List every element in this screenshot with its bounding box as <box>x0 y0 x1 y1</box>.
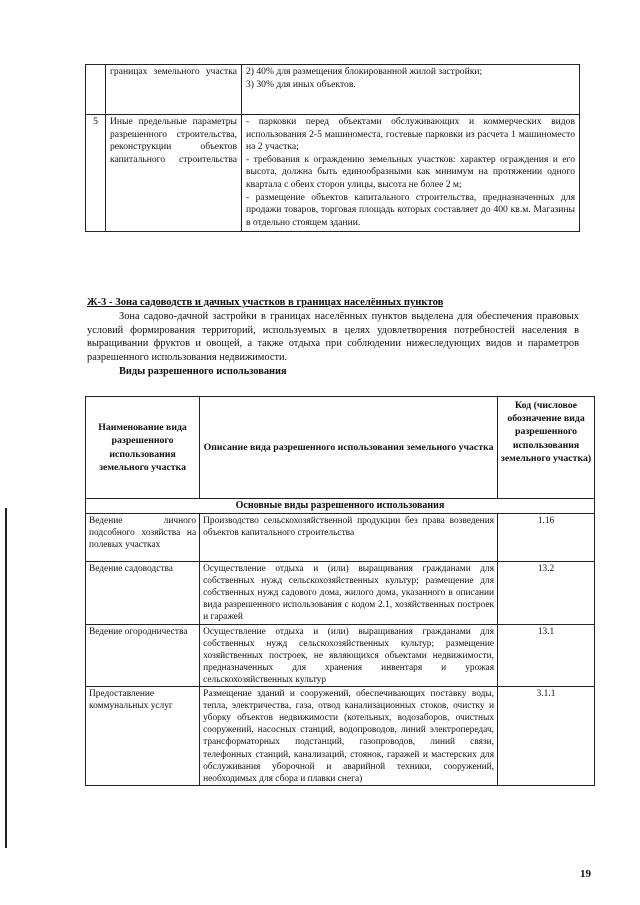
usage-code-cell: 1.16 <box>498 514 595 562</box>
table-row <box>86 687 595 786</box>
usage-code-cell: 3.1.1 <box>498 687 595 786</box>
table-band-row <box>86 499 595 514</box>
zone-section <box>87 296 579 378</box>
param-value-cell <box>242 65 580 115</box>
usage-name-cell: Ведение садоводства <box>86 562 200 624</box>
usage-description-cell: Производство сельскохозяйственной продукции без права возведения объектов капитального строительства <box>200 514 498 562</box>
usage-name-cell: Ведение огородничества <box>86 624 200 686</box>
header-usage-description: Описание вида разрешенного использования земельного участка <box>200 397 498 499</box>
zone-description: Зона садово-дачной застройки в границах населённых пунктов выделена для обеспечения правовых условий формирования территорий, используемых в целях удовлетворения потребностей населения в выращивании фруктов и овощей, а также отдыха при соблюдении нижеследующих видов и параметров разрешенного использования недвижимости. <box>87 311 579 363</box>
header-usage-code: Код (числовое обозначение вида разрешенного использования земельного участка) <box>498 397 595 499</box>
parameters-table <box>85 64 580 232</box>
page-number: 19 <box>580 868 591 880</box>
table-row <box>86 562 595 624</box>
usage-name-cell: Ведение личного подсобного хозяйства на полевых участках <box>86 514 200 562</box>
param-value-line: - размещение объектов капитального строительства, предназначенных для продажи товаров, торговая площадь которых составляет до 400 кв.м. Магазины в отдельно стоящем здании. <box>246 191 575 228</box>
param-value-line: - парковки перед объектами обслуживающих и коммерческих видов использования 2-5 машиноместа, гостевые парковки из расчета 1 машиноместо на 2 участка; <box>246 116 575 153</box>
table-row <box>86 115 580 232</box>
usage-description-cell: Осуществление отдыха и (или) выращивания гражданами для собственных нужд сельскохозяйственных культур; размещение для собственных нужд садового дома, жилого дома, указанного в описании вида разрешенного использования с кодом 2.1, хозяйственных построек и гаражей <box>200 562 498 624</box>
table-row <box>86 514 595 562</box>
param-value-line: 3) 30% для иных объектов. <box>246 78 356 90</box>
table-row <box>86 65 580 115</box>
param-value-line: 2) 40% для размещения блокированной жилой застройки; <box>246 66 483 77</box>
param-name-cell: Иные предельные параметры разрешенного строительства, реконструкции объектов капитального строительства <box>106 115 242 232</box>
usage-types-heading: Виды разрешенного использования <box>119 366 287 378</box>
usage-code-cell: 13.1 <box>498 624 595 686</box>
usage-name-cell: Предоставление коммунальных услуг <box>86 687 200 786</box>
table-header-row <box>86 397 595 499</box>
scan-edge-mark <box>5 508 7 848</box>
usage-code-cell: 13.2 <box>498 562 595 624</box>
zone-heading: Ж-3 - Зона садоводств и дачных участков в границах населённых пунктов <box>87 297 444 308</box>
usage-description-cell: Осуществление отдыха и (или) выращивания гражданами для собственных нужд сельскохозяйственных культур; размещение хозяйственных построек, не являющихся объектами недвижимости, предназначенных для хранения инвентаря и урожая сельскохозяйственных культур <box>200 624 498 686</box>
header-usage-name: Наименование вида разрешенного использования земельного участка <box>86 397 200 499</box>
table-row <box>86 624 595 686</box>
usage-types-table <box>85 396 595 786</box>
usage-description-cell: Размещение зданий и сооружений, обеспечивающих поставку воды, тепла, электричества, газа, отвод канализационных стоков, очистку и уборку объектов недвижимости (котельных, водозаборов, очистных сооружений, насосных станций, водопроводов, линий электропередач, трансформаторных подстанций, газопроводов, линий связи, телефонных станций, канализаций, стоянок, гаражей и мастерских для обслуживания уборочной и аварийной техники, сооружений, необходимых для сбора и плавки снега) <box>200 687 498 786</box>
row-number-cell <box>86 65 106 115</box>
param-value-line: - требования к ограждению земельных участков: характер ограждения и его высота, должна быть единообразными как минимум на протяжении одного квартала с обеих сторон улицы, высота не более 2 м; <box>246 153 575 190</box>
param-name-cell: границах земельного участка <box>106 65 242 115</box>
row-number-cell: 5 <box>86 115 106 232</box>
main-usage-band: Основные виды разрешенного использования <box>86 499 595 514</box>
param-value-cell <box>242 115 580 232</box>
